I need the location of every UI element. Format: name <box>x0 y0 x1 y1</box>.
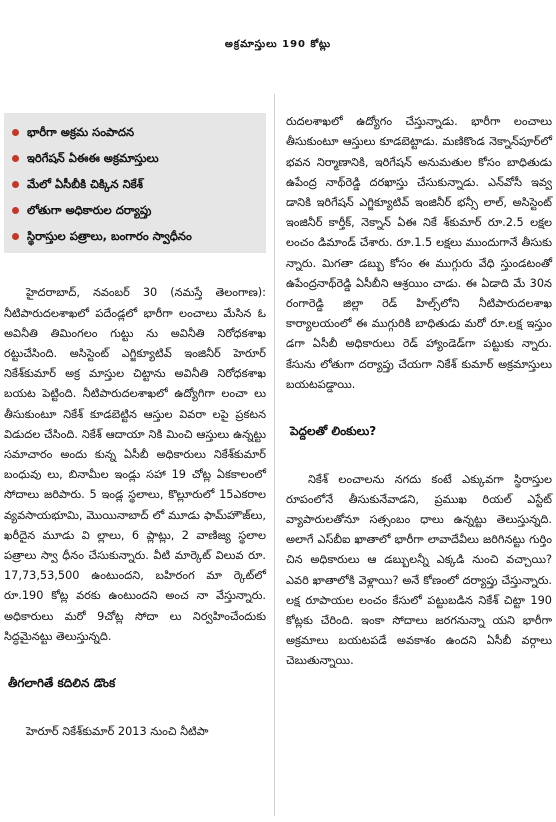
highlight-item <box>10 171 260 197</box>
highlight-item <box>10 145 260 171</box>
section-subhead: పెద్దలతో లింకులు? <box>290 424 377 439</box>
highlight-item <box>10 223 260 249</box>
bullet-icon <box>12 155 19 162</box>
article-paragraph: రుదలశాఖలో ఉద్యోగం చేస్తున్నాడు. భారీగా లంచాలు తీసుకుంటూ ఆస్తులు కూడబెట్టాడు. మణికొండ నెక్నాన్‌పూర్‌లో భవన నిర్మాణానికి, ఇరిగేషన్ అనుమతుల కోసం బాధితుడు ఉపేంద్ర నాథ్‌రెడ్డి దరఖాస్తు చేసుకున్నాడు. ఎన్‌వోసీ ఇవ్వ డానికి ఇరిగేషన్ ఎగ్జిక్యూటివ్ ఇంజినీర్ భన్సీ లాల్, అసిస్టెంట్ ఇంజినీర్ కార్తీక్, నెక్నాన్ ఏఈ నికే శ్‌కుమార్ రూ.2.5 లక్షల లంచం డిమాండ్ చేశారు. రూ.1.5 లక్షలు ముందుగానే తీసుకు న్నారు. మిగతా డబ్బు కోసం ఈ ముగ్గురు వేధి స్తుండటంతో ఉపేంద్రనాథ్‌రెడ్డి ఏసీబీని ఆశ్రయిం చాడు. ఈ ఏడాది మే 30న రంగారెడ్డి జిల్లా రెడ్ హిల్స్‌లోని నీటిపారుదలశాఖ కార్యాలయంలో ఈ ముగ్గురికి బాధితుడు మరో రూ.లక్ష ఇస్తుం డగా ఏసీబీ అధికారులు రెడ్ హ్యాండెడ్‌గా పట్టుకు న్నారు. కేసును లోతుగా దర్యాప్తు చేయగా నికేశ్ కుమార్ అక్రమాస్తులు బయటపడ్డాయి. <box>286 115 552 391</box>
article-paragraph: హైదరాబాద్, నవంబర్ 30 (నమస్తే తెలంగాణ): నీటిపారుదలశాఖలో పదేండ్లలో భారీగా లంచాలు మేసిన ఓ అవినీతి తిమింగలం గుట్టు ను అవినీతి నిరోధకశాఖ రట్టుచేసింది. అసిస్టెంట్ ఎగ్జిక్యూటివ్ ఇంజినీర్ హెరూర్ నికేశ్‌కుమార్ అక్ర మాస్తుల చిట్టాను అవినీతి నిరోధకశాఖ బయట పెట్టింది. నీటిపారుదలశాఖలో ఉద్యోగిగా లంచా లు తీసుకుంటూ నికేశ్ కూడబెట్టిన ఆస్తుల వివరా లపై ప్రకటన విడుదల చేసింది. నికేశ్ ఆదాయా నికి మించి ఆస్తులు ఉన్నట్టు సమాచారం అందు కున్న ఏసీబీ అధికారులు నికేశ్‌కుమార్ బంధువు లు, బినామీల ఇండ్లు సహా 19 చోట్ల ఏకకాలంలో సోదాలు జరిపారు. 5 ఇండ్ల స్థలాలు, కొల్లూరులో 15ఎకరాల వ్యవసాయభూమి, మొయినాబాద్ లో మూడు ఫామ్‌హౌజ్‌లు, ఖరీదైన మూడు వి ల్లాలు, 6 ప్లాట్లు, 2 వాణిజ్య స్థలాల పత్రాలు స్వా ధీనం చేసుకున్నారు. వీటి మార్కెట్ విలువ రూ. 17,73,53,500 ఉంటుందని, బహిరంగ మా ర్కెట్‌లో రూ.190 కోట్ల వరకు ఉంటుందని అంచ నా వేస్తున్నారు. అధికారులు మరో 9చోట్ల సోదా లు నిర్వహించేందుకు సిద్ధమైనట్టు తెలుస్తున్నది. <box>4 286 266 643</box>
column-divider <box>274 94 275 816</box>
bullet-icon <box>12 129 19 136</box>
article-paragraph: హెరూర్ నికేశ్‌కుమార్ 2013 నుంచి నీటిపా <box>26 724 209 738</box>
bullet-icon <box>12 233 19 240</box>
highlight-text: మేలో ఏసీబీకి చిక్కిన నికేశ్ <box>27 177 143 192</box>
highlight-text: భారీగా అక్రమ సంపాదన <box>27 125 135 140</box>
headline: అక్రమాస్తులు 190 కోట్లు <box>224 39 332 50</box>
highlight-text: ఇరిగేషన్ ఏఈఈ అక్రమాస్తులు <box>27 151 159 166</box>
highlight-item <box>10 119 260 145</box>
highlight-text: లోతుగా అధికారుల దర్యాప్తు <box>27 203 152 218</box>
bullet-icon <box>12 181 19 188</box>
highlights-box <box>4 113 266 253</box>
bullet-icon <box>12 207 19 214</box>
article-paragraph: నికేశ్ లంచాలను నగదు కంటే ఎక్కువగా స్థిరాస్తుల రూపంలోనే తీసుకునేవాడని, ప్రముఖ రియల్ ఎస్టేట్ వ్యాపారులతోనూ సత్సంబం ధాలు ఉన్నట్టు తెలుస్తున్నది. అలాగే ఎస్‌బీఐ ఖాతాలో భారీగా లావాదేవీలు జరిగినట్టు గుర్తిం చిన అధికారులు ఆ డబ్బులన్నీ ఎక్కడి నుంచి వచ్చాయి? ఎవరి ఖాతాలోకి వెళ్లాయి? అనే కోణంలో దర్యాప్తు చేస్తున్నారు. లక్ష రూపాయల లంచం కేసులో పట్టుబడిన నికేశ్ చిట్టా 190 కోట్లకు చేరింది. ఇంకా సోదాలు జరగనున్నా యని భారీగా అక్రమాలు బయటపడే అవకాశం ఉందని ఏసీబీ వర్గాలు చెబుతున్నాయి. <box>286 472 552 668</box>
left-column <box>4 93 266 762</box>
highlight-item <box>10 197 260 223</box>
section-subhead: తీగలాగితే కదిలిన డొంక <box>8 676 116 691</box>
right-column <box>286 92 552 692</box>
highlight-text: స్థిరాస్తుల పత్రాలు, బంగారం స్వాధీనం <box>27 229 192 244</box>
